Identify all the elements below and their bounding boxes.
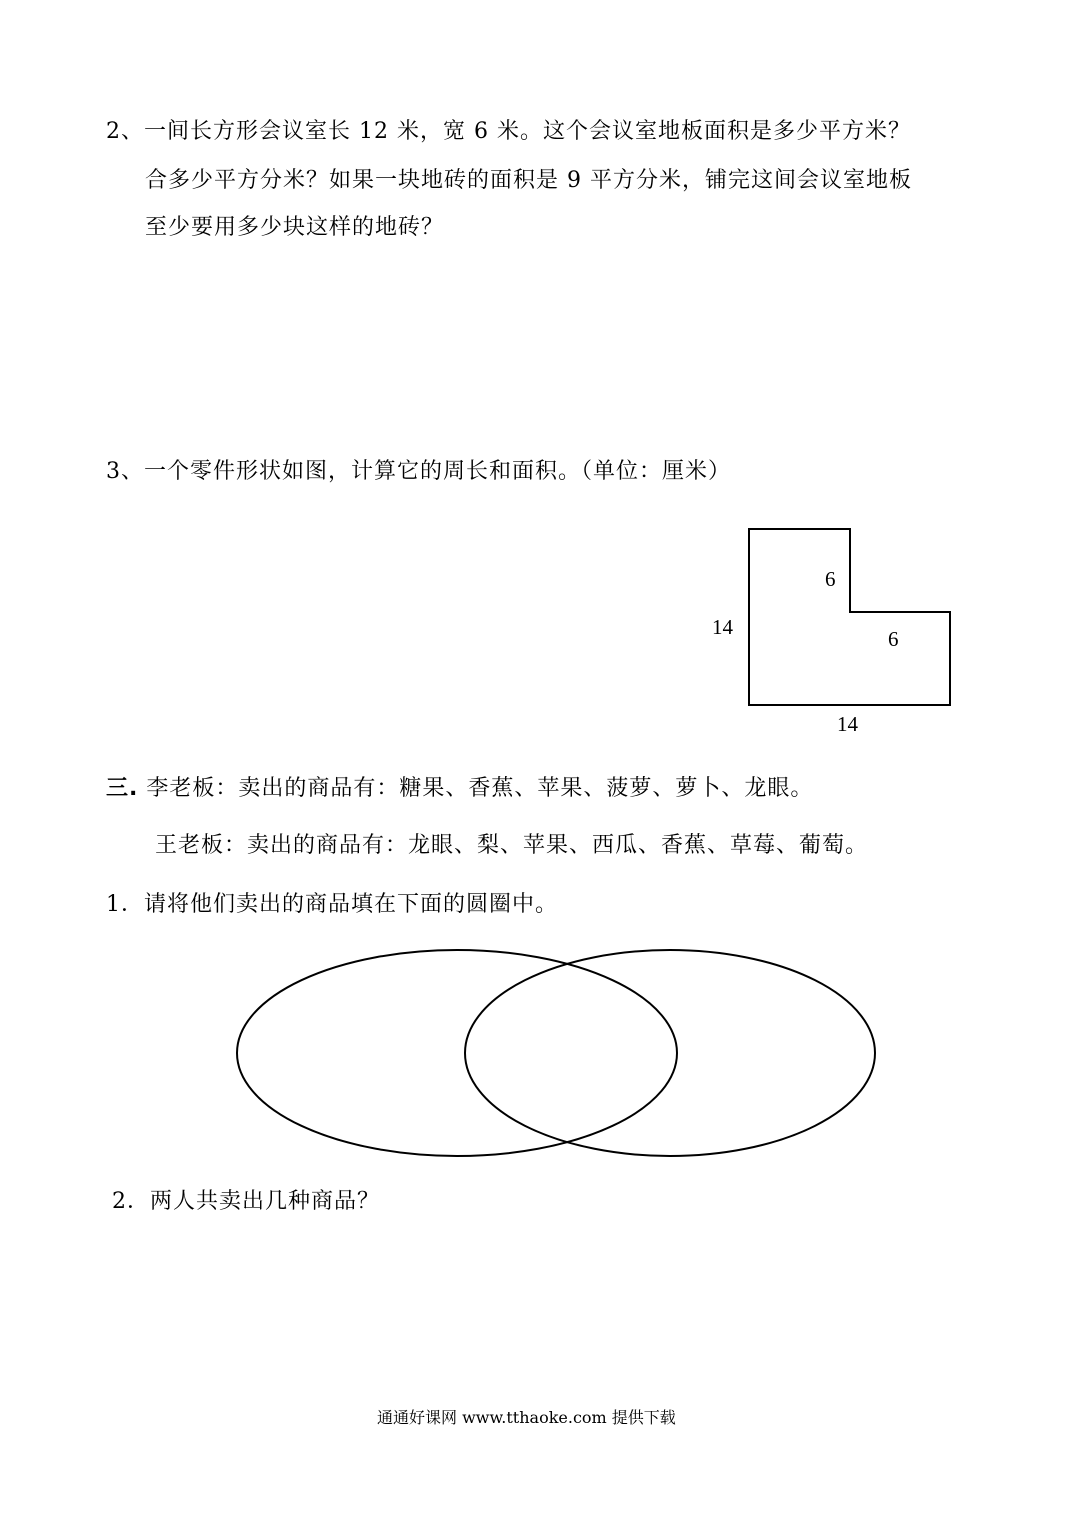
section3-q1: 1．请将他们卖出的商品填在下面的圆圈中。 xyxy=(106,892,558,917)
venn-right-ellipse xyxy=(465,950,875,1156)
label-bottom-width: 14 xyxy=(837,712,858,736)
section3-marker: 三. xyxy=(106,776,139,801)
problem2-line3: 至少要用多少块这样的地砖？ xyxy=(145,215,445,240)
section3-li-line xyxy=(106,774,813,804)
section3-q2: 2．两人共卖出几种商品？ xyxy=(112,1189,380,1214)
label-notch-horizontal: 6 xyxy=(888,627,899,651)
label-notch-vertical: 6 xyxy=(825,567,836,591)
footer-text: 通通好课网 www.tthaoke.com 提供下载 xyxy=(377,1408,676,1427)
label-left-height: 14 xyxy=(712,615,733,639)
l-shape-outline xyxy=(749,529,950,705)
problem2-line2: 合多少平方分米？如果一块地砖的面积是 9 平方分米，铺完这间会议室地板 xyxy=(145,168,912,193)
problem3-text: 3、一个零件形状如图，计算它的周长和面积。（单位：厘米） xyxy=(106,459,731,484)
venn-left-ellipse xyxy=(237,950,677,1156)
problem2-line1: 2、一间长方形会议室长 12 米，宽 6 米。这个会议室地板面积是多少平方米？ xyxy=(106,119,911,144)
section3-li-text: 李老板：卖出的商品有：糖果、香蕉、苹果、菠萝、萝卜、龙眼。 xyxy=(146,776,814,801)
section3-wang-text: 王老板：卖出的商品有：龙眼、梨、苹果、西瓜、香蕉、草莓、葡萄。 xyxy=(155,833,869,858)
